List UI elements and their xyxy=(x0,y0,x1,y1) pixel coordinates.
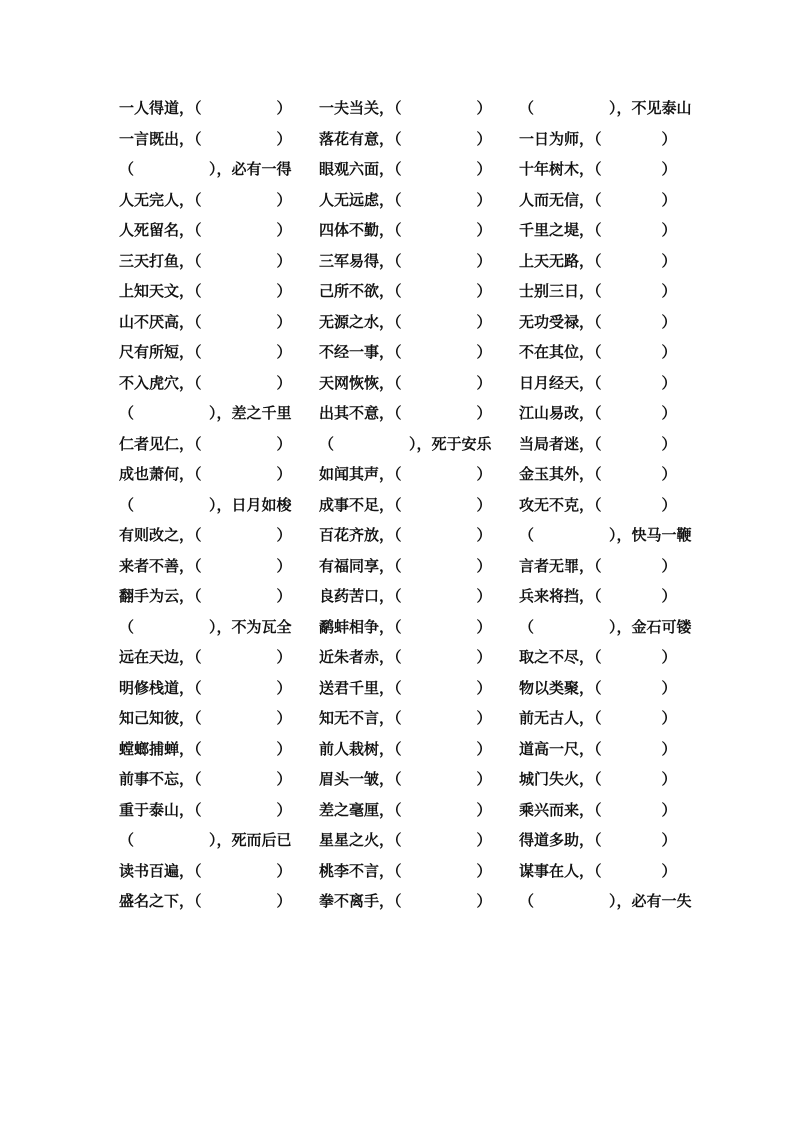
idiom-fill-blank: 知无不言，（ ） xyxy=(319,709,492,727)
idiom-fill-blank: 无功受禄，（ ） xyxy=(519,312,677,331)
idiom-fill-blank: 十年树木，（ ） xyxy=(519,160,677,178)
idiom-fill-blank: 上天无路，（ ） xyxy=(519,251,677,270)
idiom-fill-blank: 得道多助，（ ） xyxy=(519,831,677,849)
idiom-fill-blank: 人死留名，（ ） xyxy=(119,221,292,239)
idiom-fill-blank: 四体不勤，（ ） xyxy=(319,221,492,239)
idiom-fill-blank: 乘兴而来，（ ） xyxy=(519,800,677,819)
idiom-fill-blank: 前人栽树，（ ） xyxy=(319,739,492,758)
idiom-fill-blank: 物以类聚，（ ） xyxy=(519,678,677,697)
worksheet-row xyxy=(119,703,699,734)
idiom-fill-blank: 取之不尽，（ ） xyxy=(519,648,677,666)
idiom-fill-blank: 螳螂捕蝉，（ ） xyxy=(119,739,292,758)
worksheet-row xyxy=(119,642,699,673)
idiom-fill-blank: 翻手为云，（ ） xyxy=(119,587,292,605)
idiom-fill-blank: 一日为师，（ ） xyxy=(519,129,677,148)
worksheet-row xyxy=(119,886,699,917)
idiom-fill-blank: 兵来将挡，（ ） xyxy=(519,587,677,605)
idiom-fill-blank: 江山易改，（ ） xyxy=(519,404,677,422)
idiom-fill-blank: （ ），必有一得 xyxy=(119,160,292,178)
worksheet-row xyxy=(119,276,699,307)
idiom-fill-blank: 士别三日，（ ） xyxy=(519,282,677,300)
idiom-fill-blank: 近朱者赤，（ ） xyxy=(319,648,492,666)
idiom-fill-blank: 天网恢恢，（ ） xyxy=(319,373,492,392)
worksheet-row xyxy=(119,612,699,643)
worksheet-row xyxy=(119,551,699,582)
worksheet-row xyxy=(119,490,699,521)
idiom-fill-blank: （ ），死于安乐 xyxy=(319,434,492,453)
idiom-fill-blank: （ ），日月如梭 xyxy=(119,495,292,514)
worksheet-row xyxy=(119,185,699,216)
idiom-fill-blank: 人无完人，（ ） xyxy=(119,190,292,209)
worksheet-row xyxy=(119,398,699,429)
idiom-fill-blank: 差之毫厘，（ ） xyxy=(319,800,492,819)
idiom-fill-blank: 桃李不言，（ ） xyxy=(319,861,492,880)
idiom-fill-blank: 来者不善，（ ） xyxy=(119,556,292,575)
worksheet-row xyxy=(119,307,699,338)
idiom-fill-blank: 当局者迷，（ ） xyxy=(519,434,677,453)
idiom-fill-blank: 良药苦口，（ ） xyxy=(319,587,492,605)
idiom-fill-blank: 谋事在人，（ ） xyxy=(519,861,677,880)
idiom-fill-blank: （ ），金石可镂 xyxy=(519,617,692,636)
idiom-worksheet xyxy=(119,93,699,917)
idiom-fill-blank: 远在天边，（ ） xyxy=(119,648,292,666)
idiom-fill-blank: 眼观六面，（ ） xyxy=(319,160,492,178)
idiom-fill-blank: 己所不欲，（ ） xyxy=(319,282,492,300)
idiom-fill-blank: 无源之水，（ ） xyxy=(319,312,492,331)
idiom-fill-blank: 三军易得，（ ） xyxy=(319,251,492,270)
idiom-fill-blank: （ ），不见泰山 xyxy=(519,99,692,117)
idiom-fill-blank: 重于泰山，（ ） xyxy=(119,800,292,819)
idiom-fill-blank: （ ），死而后已 xyxy=(119,831,292,849)
worksheet-row xyxy=(119,825,699,856)
idiom-fill-blank: 攻无不克，（ ） xyxy=(519,495,677,514)
worksheet-row xyxy=(119,581,699,612)
idiom-fill-blank: 读书百遍，（ ） xyxy=(119,861,292,880)
idiom-fill-blank: 山不厌高，（ ） xyxy=(119,312,292,331)
idiom-fill-blank: 一夫当关，（ ） xyxy=(319,99,492,117)
idiom-fill-blank: 百花齐放，（ ） xyxy=(319,526,492,544)
worksheet-row xyxy=(119,154,699,185)
worksheet-row xyxy=(119,673,699,704)
worksheet-row xyxy=(119,734,699,765)
idiom-fill-blank: 人无远虑，（ ） xyxy=(319,190,492,209)
worksheet-row xyxy=(119,368,699,399)
worksheet-row xyxy=(119,429,699,460)
idiom-fill-blank: 言者无罪，（ ） xyxy=(519,556,677,575)
idiom-fill-blank: 不经一事，（ ） xyxy=(319,343,492,361)
worksheet-row xyxy=(119,93,699,124)
worksheet-row xyxy=(119,764,699,795)
idiom-fill-blank: 不在其位，（ ） xyxy=(519,343,677,361)
idiom-fill-blank: 鹬蚌相争，（ ） xyxy=(319,617,492,636)
idiom-fill-blank: 成事不足，（ ） xyxy=(319,495,492,514)
idiom-fill-blank: （ ），不为瓦全 xyxy=(119,617,292,636)
idiom-fill-blank: （ ），快马一鞭 xyxy=(519,526,692,544)
idiom-fill-blank: 成也萧何，（ ） xyxy=(119,465,292,483)
worksheet-row xyxy=(119,520,699,551)
idiom-fill-blank: 星星之火，（ ） xyxy=(319,831,492,849)
idiom-fill-blank: 眉头一皱，（ ） xyxy=(319,770,492,788)
idiom-fill-blank: 拳不离手，（ ） xyxy=(319,892,492,910)
idiom-fill-blank: 盛名之下，（ ） xyxy=(119,892,292,910)
idiom-fill-blank: 如闻其声，（ ） xyxy=(319,465,492,483)
idiom-fill-blank: 前事不忘，（ ） xyxy=(119,770,292,788)
worksheet-row xyxy=(119,795,699,826)
idiom-fill-blank: 有福同享，（ ） xyxy=(319,556,492,575)
worksheet-row xyxy=(119,337,699,368)
idiom-fill-blank: 前无古人，（ ） xyxy=(519,709,677,727)
idiom-fill-blank: 日月经天，（ ） xyxy=(519,373,677,392)
worksheet-row xyxy=(119,124,699,155)
idiom-fill-blank: 尺有所短，（ ） xyxy=(119,343,292,361)
idiom-fill-blank: 明修栈道，（ ） xyxy=(119,678,292,697)
idiom-fill-blank: （ ），差之千里 xyxy=(119,404,292,422)
idiom-fill-blank: 上知天文，（ ） xyxy=(119,282,292,300)
idiom-fill-blank: 人而无信，（ ） xyxy=(519,190,677,209)
idiom-fill-blank: 道高一尺，（ ） xyxy=(519,739,677,758)
idiom-fill-blank: 城门失火，（ ） xyxy=(519,770,677,788)
worksheet-row xyxy=(119,215,699,246)
idiom-fill-blank: 三天打鱼，（ ） xyxy=(119,251,292,270)
idiom-fill-blank: 仁者见仁，（ ） xyxy=(119,434,292,453)
idiom-fill-blank: 金玉其外，（ ） xyxy=(519,465,677,483)
worksheet-row xyxy=(119,856,699,887)
idiom-fill-blank: 一言既出，（ ） xyxy=(119,129,292,148)
idiom-fill-blank: 不入虎穴，（ ） xyxy=(119,373,292,392)
idiom-fill-blank: 一人得道，（ ） xyxy=(119,99,292,117)
idiom-fill-blank: 送君千里，（ ） xyxy=(319,678,492,697)
worksheet-row xyxy=(119,459,699,490)
idiom-fill-blank: 落花有意，（ ） xyxy=(319,129,492,148)
idiom-fill-blank: 有则改之，（ ） xyxy=(119,526,292,544)
idiom-fill-blank: 知己知彼，（ ） xyxy=(119,709,292,727)
idiom-fill-blank: 千里之堤，（ ） xyxy=(519,221,677,239)
idiom-fill-blank: 出其不意，（ ） xyxy=(319,404,492,422)
worksheet-row xyxy=(119,246,699,277)
idiom-fill-blank: （ ），必有一失 xyxy=(519,892,692,910)
